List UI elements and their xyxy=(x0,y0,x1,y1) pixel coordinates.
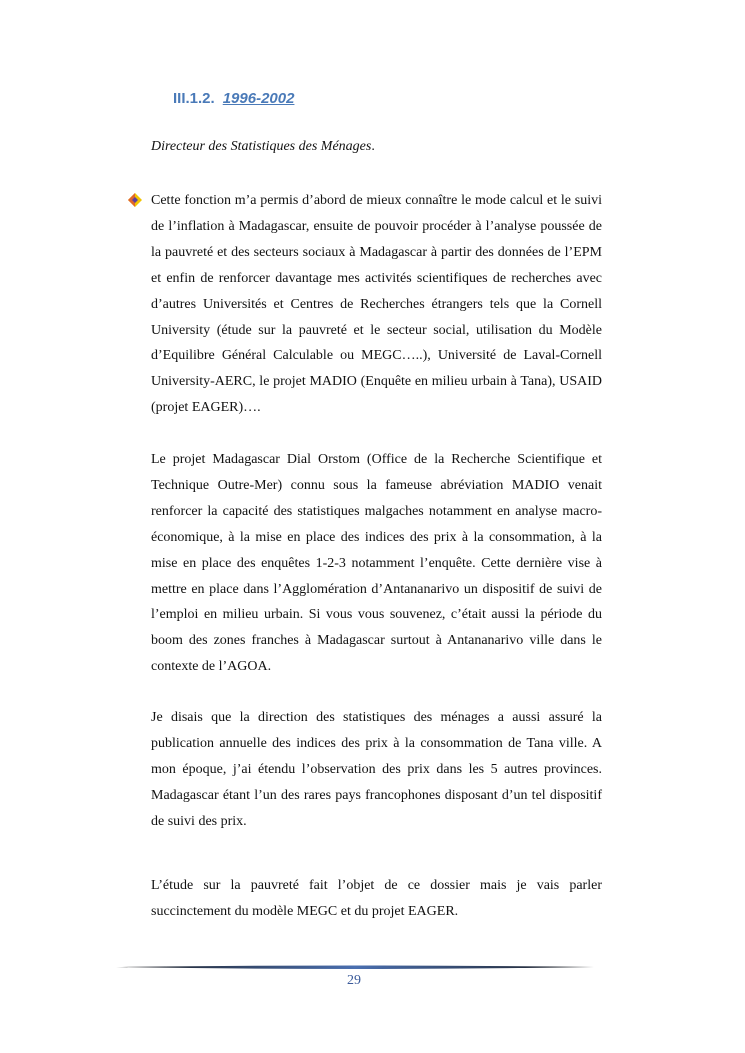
footer-rule xyxy=(116,962,594,972)
job-title-text: Directeur des Statistiques des Ménages xyxy=(151,139,372,154)
section-number: III.1.2. xyxy=(173,90,215,107)
section-period: 1996-2002 xyxy=(222,90,295,107)
paragraph-4: L’étude sur la pauvreté fait l’objet de ce dossier mais je vais parler succinctement du modèle MEGC et du projet EAGER. xyxy=(151,878,602,919)
page-number: 29 xyxy=(347,973,361,988)
paragraph-3: Je disais que la direction des statistiques des ménages a aussi assuré la publication annuelle des indices des prix à la consommation de Tana ville. A mon époque, j’ai étendu l’observation des prix dans les 5 autres provinces. Madagascar étant l’un des rares pays francophones disposant d’un tel dispositif de suivi des prix. xyxy=(151,710,602,829)
paragraph-2: Le projet Madagascar Dial Orstom (Office de la Recherche Scientifique et Technique Outre-Mer) connu sous la fameuse abréviation MADIO venait renforcer la capacité des statistiques malgaches notamment en analyse macro-économique, à la mise en place des indices des prix à la consommation, à la mise en place des enquêtes 1-2-3 notamment l’enquête. Cette dernière vise à mettre en place dans l’Agglomération d’Antananarivo un dispositif de suivi de l’emploi en milieu urbain. Si vous vous souvenez, c’était aussi la période du boom des zones franches à Madagascar surtout à Antananarivo ville dans le contexte de l’AGOA. xyxy=(151,452,602,675)
diamond-bullet-icon xyxy=(128,193,142,207)
job-title-period: . xyxy=(371,139,375,154)
section-heading xyxy=(173,90,294,107)
job-title xyxy=(151,139,375,155)
paragraph-1: Cette fonction m’a permis d’abord de mieux connaître le mode calcul et le suivi de l’inflation à Madagascar, ensuite de pouvoir procéder à l’analyse poussée de la pauvreté et des secteurs sociaux à Madagascar à partir des données de l’EPM et enfin de renforcer davantage mes activités scientifiques de recherches avec d’autres Universités et Centres de Recherches étrangers tels que la Cornell University (étude sur la pauvreté et le secteur social, utilisation du Modèle d’Equilibre Général Calculable ou MEGC…..), Université de Laval-Cornell University-AERC, le projet MADIO (Enquête en milieu urbain à Tana), USAID (projet EAGER)…. xyxy=(151,193,602,416)
